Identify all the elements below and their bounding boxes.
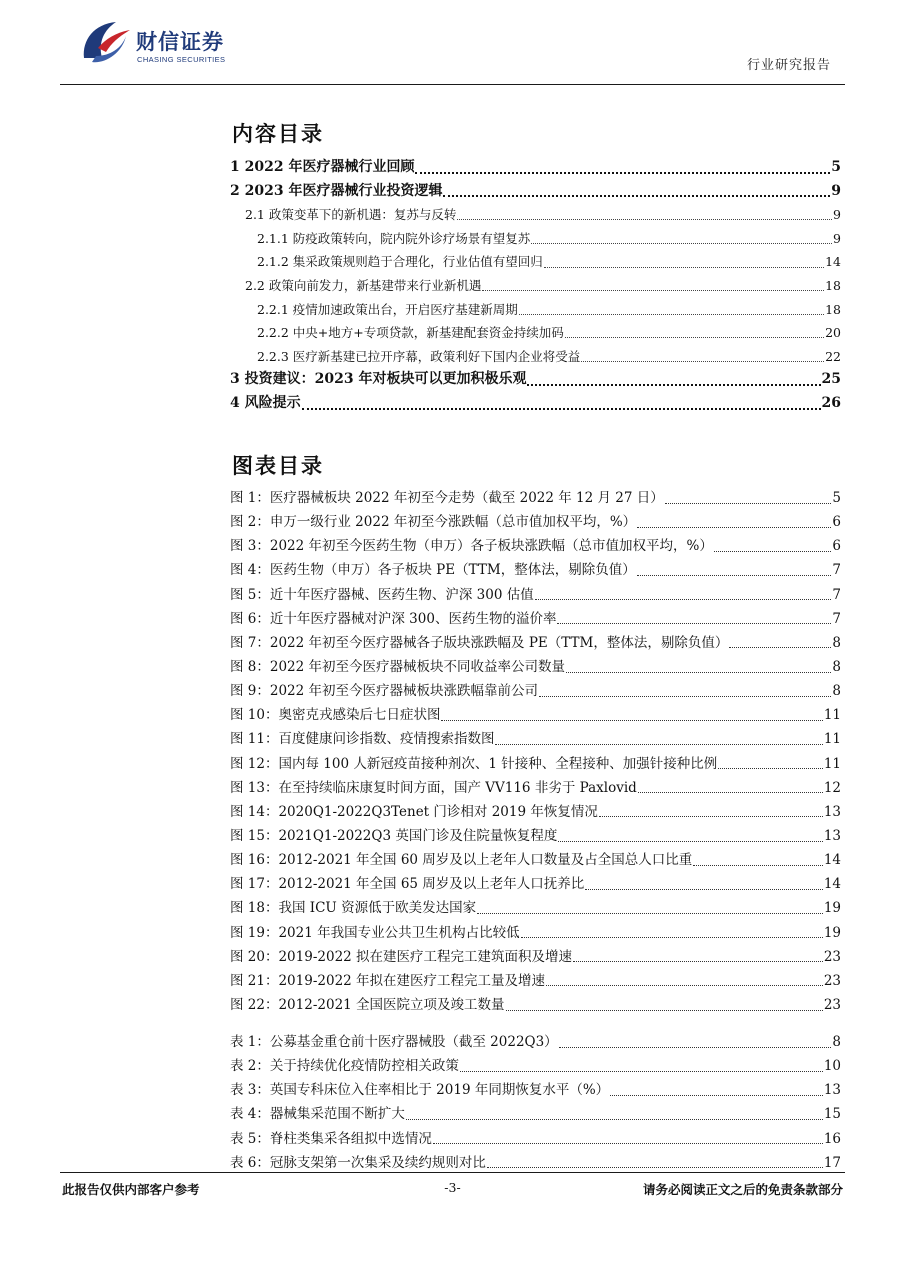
toc-entry-page: 14 xyxy=(825,254,841,270)
figures-title: 图表目录 xyxy=(232,453,324,478)
toc-entry[interactable] xyxy=(230,227,841,251)
toc-entry-label: 图 3：2022 年初至今医药生物（申万）各子板块涨跌幅（总市值加权平均，%） xyxy=(230,538,713,555)
toc-leader-dots xyxy=(599,816,823,817)
toc-entry-label: 图 13：在至持续临床康复时间方面，国产 VV116 非劣于 Paxlovid xyxy=(230,779,637,796)
company-logo xyxy=(78,18,258,68)
toc-entry-label: 图 2：申万一级行业 2022 年初至今涨跌幅（总市值加权平均，%） xyxy=(230,514,637,531)
toc-entry[interactable] xyxy=(230,345,841,369)
toc-entry-page: 19 xyxy=(823,924,841,941)
toc-entry-label: 图 15：2021Q1-2022Q3 英国门诊及住院量恢复程度 xyxy=(230,827,558,844)
toc-entry-page: 22 xyxy=(825,348,841,364)
toc-leader-dots xyxy=(714,551,832,552)
toc-entry-label: 2.1 政策变革下的新机遇：复苏与反转 xyxy=(245,207,457,223)
toc-entry[interactable] xyxy=(230,534,841,558)
toc-entry-page: 6 xyxy=(832,514,841,531)
toc-entry-page: 10 xyxy=(823,1058,841,1075)
toc-entry-label: 1 2022 年医疗器械行业回顾 xyxy=(230,159,415,175)
toc-entry-page: 23 xyxy=(823,972,841,989)
page-number: -3- xyxy=(444,1180,461,1195)
figures-list xyxy=(230,486,841,1017)
toc-entry-label: 表 5：脊柱类集采各组拟中选情况 xyxy=(230,1130,432,1147)
toc-entry[interactable] xyxy=(230,250,841,274)
toc-entry-page: 8 xyxy=(832,683,841,700)
toc-entry[interactable] xyxy=(230,679,841,703)
toc-entry-page: 7 xyxy=(832,586,841,603)
toc-entry-label: 图 1：医疗器械板块 2022 年初至今走势（截至 2022 年 12 月 27 日） xyxy=(230,490,664,506)
logo-chinese-name: 财信证券 xyxy=(136,30,224,54)
toc-entry-page: 16 xyxy=(823,1130,841,1147)
toc-entry[interactable] xyxy=(230,945,841,969)
toc-entry[interactable] xyxy=(230,655,841,679)
toc-entry[interactable] xyxy=(230,558,841,582)
toc-entry-label: 图 10：奥密克戎感染后七日症状图 xyxy=(230,707,441,724)
toc-entry[interactable] xyxy=(230,896,841,920)
toc-leader-dots xyxy=(637,575,832,576)
contents-title: 内容目录 xyxy=(232,121,324,146)
toc-leader-dots xyxy=(558,841,822,842)
toc-entry-label: 图 16：2012-2021 年全国 60 周岁及以上老年人口数量及占全国总人口比重 xyxy=(230,852,693,869)
toc-entry-page: 8 xyxy=(832,1034,841,1050)
footer-disclaimer-left: 此报告仅供内部客户参考 xyxy=(62,1182,200,1197)
toc-entry[interactable] xyxy=(230,368,841,392)
toc-entry[interactable] xyxy=(230,510,841,534)
toc-leader-dots xyxy=(693,865,823,866)
toc-entry[interactable] xyxy=(230,1102,841,1126)
toc-entry-page: 11 xyxy=(823,755,841,772)
toc-entry[interactable] xyxy=(230,486,841,510)
logo-english-name: CHASING SECURITIES xyxy=(137,55,226,64)
toc-entry[interactable] xyxy=(230,800,841,824)
toc-entry-label: 2.2 政策向前发力，新基建带来行业新机遇 xyxy=(245,277,482,293)
toc-entry-label: 图 5：近十年医疗器械、医药生物、沪深 300 估值 xyxy=(230,586,534,603)
contents-list xyxy=(230,156,841,416)
toc-entry-label: 2 2023 年医疗器械行业投资逻辑 xyxy=(230,182,443,199)
toc-leader-dots xyxy=(539,696,831,697)
toc-entry-page: 26 xyxy=(821,394,841,411)
toc-entry[interactable] xyxy=(230,274,841,298)
toc-entry-page: 25 xyxy=(821,371,841,388)
toc-entry-label: 表 2：关于持续优化疫情防控相关政策 xyxy=(230,1058,459,1075)
toc-entry-label: 图 21：2019-2022 年拟在建医疗工程完工量及增速 xyxy=(230,972,546,989)
toc-leader-dots xyxy=(460,1071,823,1072)
toc-leader-dots xyxy=(406,1119,823,1120)
toc-entry[interactable] xyxy=(230,203,841,227)
toc-entry-page: 11 xyxy=(823,707,841,724)
toc-leader-dots xyxy=(506,1010,823,1011)
toc-entry[interactable] xyxy=(230,631,841,655)
toc-entry[interactable] xyxy=(230,969,841,993)
toc-entry-label: 2.2.1 疫情加速政策出台，开启医疗基建新周期 xyxy=(257,301,518,317)
toc-entry-label: 图 17：2012-2021 年全国 65 周岁及以上老年人口抚养比 xyxy=(230,876,585,893)
toc-leader-dots xyxy=(482,290,824,291)
toc-entry-page: 23 xyxy=(823,948,841,965)
toc-entry-page: 9 xyxy=(831,182,841,199)
toc-leader-dots xyxy=(477,913,823,914)
page-header xyxy=(60,14,845,85)
toc-leader-dots xyxy=(637,527,831,528)
toc-leader-dots xyxy=(546,985,823,986)
toc-entry[interactable] xyxy=(230,1078,841,1102)
toc-entry-page: 14 xyxy=(823,852,841,869)
toc-entry-page: 18 xyxy=(825,277,841,293)
toc-entry-label: 表 1：公募基金重仓前十医疗器械股（截至 2022Q3） xyxy=(230,1034,558,1050)
toc-entry-page: 6 xyxy=(832,538,841,555)
toc-entry[interactable] xyxy=(230,727,841,751)
toc-leader-dots xyxy=(519,314,824,315)
toc-entry[interactable] xyxy=(230,921,841,945)
toc-entry-label: 表 4：器械集采范围不断扩大 xyxy=(230,1106,405,1123)
toc-entry[interactable] xyxy=(230,298,841,322)
toc-leader-dots xyxy=(433,1143,823,1144)
toc-entry-label: 图 22：2012-2021 全国医院立项及竣工数量 xyxy=(230,996,505,1013)
toc-entry-page: 13 xyxy=(823,803,841,820)
toc-leader-dots xyxy=(638,792,823,793)
toc-leader-dots xyxy=(527,384,820,386)
toc-leader-dots xyxy=(495,744,822,745)
toc-entry-page: 13 xyxy=(823,827,841,844)
toc-entry-page: 8 xyxy=(832,634,841,651)
tables-list xyxy=(230,1030,841,1175)
toc-entry-label: 图 7：2022 年初至今医疗器械各子版块涨跌幅及 PE（TTM，整体法，剔除负值） xyxy=(230,634,729,651)
toc-leader-dots xyxy=(302,408,821,410)
toc-entry-label: 图 20：2019-2022 拟在建医疗工程完工建筑面积及增速 xyxy=(230,948,573,965)
toc-entry[interactable] xyxy=(230,583,841,607)
toc-entry-page: 13 xyxy=(823,1082,841,1099)
toc-entry-label: 4 风险提示 xyxy=(230,394,301,411)
toc-leader-dots xyxy=(557,623,831,624)
toc-leader-dots xyxy=(665,503,832,504)
toc-entry-page: 8 xyxy=(832,658,841,675)
toc-leader-dots xyxy=(573,961,823,962)
toc-entry-page: 14 xyxy=(823,876,841,893)
toc-leader-dots xyxy=(729,647,831,648)
page-footer xyxy=(60,1180,845,1200)
toc-leader-dots xyxy=(565,337,824,338)
toc-leader-dots xyxy=(535,599,832,600)
toc-entry-label: 2.2.3 医疗新基建已拉开序幕，政策利好下国内企业将受益 xyxy=(257,348,581,364)
toc-entry-page: 7 xyxy=(832,610,841,627)
toc-leader-dots xyxy=(531,243,832,244)
toc-entry-page: 7 xyxy=(832,562,841,579)
toc-leader-dots xyxy=(487,1167,823,1168)
toc-entry-page: 23 xyxy=(823,996,841,1013)
toc-leader-dots xyxy=(581,361,824,362)
toc-entry[interactable] xyxy=(230,1030,841,1054)
report-type-label: 行业研究报告 xyxy=(746,58,831,73)
toc-entry-page: 5 xyxy=(832,490,841,506)
toc-entry-page: 19 xyxy=(823,900,841,917)
toc-entry-label: 2.1.2 集采政策规则趋于合理化，行业估值有望回归 xyxy=(257,254,543,270)
toc-entry-label: 图 19：2021 年我国专业公共卫生机构占比较低 xyxy=(230,924,520,941)
toc-entry-label: 图 14：2020Q1-2022Q3Tenet 门诊相对 2019 年恢复情况 xyxy=(230,803,598,820)
toc-entry-label: 图 12：国内每 100 人新冠疫苗接种剂次、1 针接种、全程接种、加强针接种比例 xyxy=(230,755,718,772)
toc-entry[interactable] xyxy=(230,824,841,848)
toc-leader-dots xyxy=(559,1047,832,1048)
toc-entry-label: 2.1.1 防疫政策转向，院内院外诊疗场景有望复苏 xyxy=(257,230,531,246)
toc-entry-page: 20 xyxy=(825,325,841,341)
toc-entry-page: 9 xyxy=(833,230,841,246)
toc-entry-label: 图 11：百度健康问诊指数、疫情搜索指数图 xyxy=(230,731,495,748)
toc-entry[interactable] xyxy=(230,1127,841,1151)
toc-entry-label: 表 6：冠脉支架第一次集采及续约规则对比 xyxy=(230,1154,486,1171)
toc-entry[interactable] xyxy=(230,703,841,727)
toc-entry-label: 图 6：近十年医疗器械对沪深 300、医药生物的溢价率 xyxy=(230,610,557,627)
toc-entry-label: 图 4：医药生物（申万）各子板块 PE（TTM，整体法，剔除负值） xyxy=(230,562,636,579)
toc-entry[interactable] xyxy=(230,180,841,204)
toc-leader-dots xyxy=(443,195,830,197)
toc-entry-label: 图 18：我国 ICU 资源低于欧美发达国家 xyxy=(230,900,477,917)
toc-entry-page: 17 xyxy=(823,1154,841,1171)
footer-disclaimer-right: 请务必阅读正文之后的免责条款部分 xyxy=(642,1182,843,1197)
toc-entry-label: 3 投资建议：2023 年对板块可以更加积极乐观 xyxy=(230,371,527,388)
toc-entry[interactable] xyxy=(230,776,841,800)
toc-entry-page: 12 xyxy=(823,779,841,796)
toc-entry[interactable] xyxy=(230,752,841,776)
toc-entry-page: 5 xyxy=(831,159,841,175)
toc-leader-dots xyxy=(457,219,832,220)
toc-leader-dots xyxy=(441,720,822,721)
toc-entry-page: 18 xyxy=(825,301,841,317)
toc-leader-dots xyxy=(566,672,831,673)
toc-entry-page: 15 xyxy=(823,1106,841,1123)
toc-entry[interactable] xyxy=(230,321,841,345)
toc-leader-dots xyxy=(521,937,823,938)
toc-entry-page: 11 xyxy=(823,731,841,748)
toc-entry[interactable] xyxy=(230,156,841,180)
toc-leader-dots xyxy=(718,768,823,769)
toc-entry[interactable] xyxy=(230,607,841,631)
toc-entry[interactable] xyxy=(230,848,841,872)
toc-leader-dots xyxy=(415,172,830,174)
toc-entry-label: 图 8：2022 年初至今医疗器械板块不同收益率公司数量 xyxy=(230,658,566,675)
toc-entry-label: 表 3：英国专科床位入住率相比于 2019 年同期恢复水平（%） xyxy=(230,1082,610,1099)
toc-leader-dots xyxy=(610,1095,823,1096)
toc-entry[interactable] xyxy=(230,993,841,1017)
footer-divider xyxy=(60,1172,845,1173)
toc-entry-label: 2.2.2 中央+地方+专项贷款，新基建配套资金持续加码 xyxy=(257,325,564,341)
toc-entry[interactable] xyxy=(230,872,841,896)
toc-leader-dots xyxy=(544,267,824,268)
logo-emblem-icon xyxy=(78,18,132,68)
toc-entry[interactable] xyxy=(230,1054,841,1078)
toc-entry-label: 图 9：2022 年初至今医疗器械板块涨跌幅靠前公司 xyxy=(230,683,539,700)
toc-entry-page: 9 xyxy=(833,207,841,223)
toc-entry[interactable] xyxy=(230,392,841,416)
toc-leader-dots xyxy=(585,889,823,890)
